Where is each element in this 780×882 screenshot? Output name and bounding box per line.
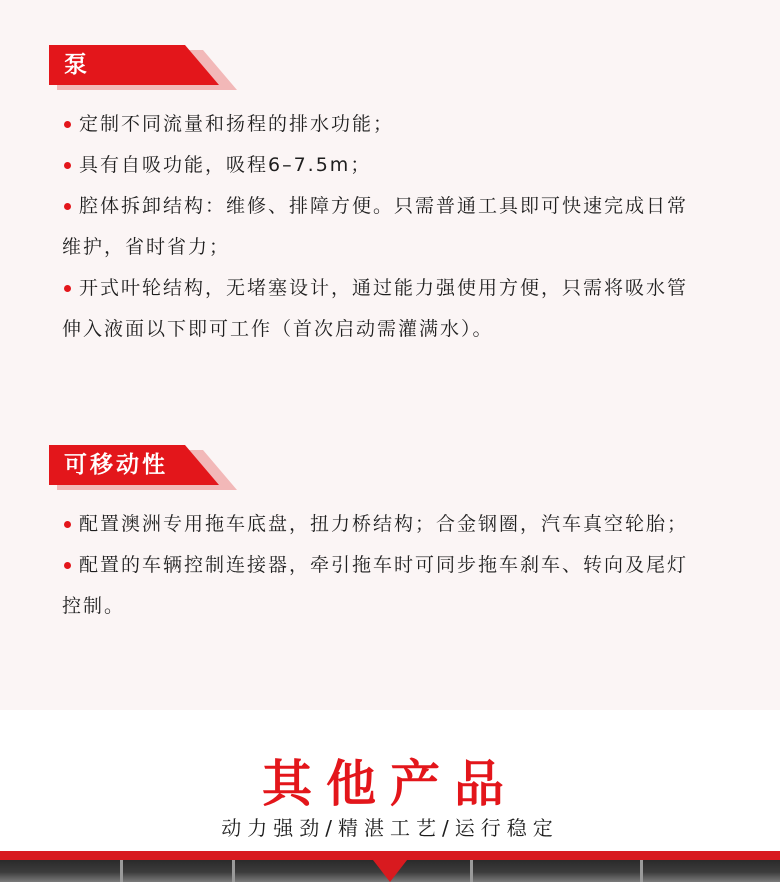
mobility-feature-list <box>62 504 722 627</box>
list-item-text: 配置澳洲专用拖车底盘，扭力桥结构；合金钢圈，汽车真空轮胎； <box>79 513 689 535</box>
list-item-text: 配置的车辆控制连接器，牵引拖车时可同步拖车刹车、转向及尾灯 <box>79 554 689 576</box>
bullet-dot-icon <box>64 562 71 569</box>
bullet-dot-icon <box>64 521 71 528</box>
mobility-section <box>0 440 780 710</box>
list-item <box>62 145 722 186</box>
photo-beam <box>232 860 235 882</box>
bullet-dot-icon <box>64 285 71 292</box>
bullet-dot-icon <box>64 162 71 169</box>
list-item-text: 具有自吸功能，吸程6–7.5m； <box>79 154 372 176</box>
list-item <box>62 504 722 545</box>
list-item-text: 开式叶轮结构，无堵塞设计，通过能力强使用方便，只需将吸水管 <box>79 277 689 299</box>
pump-section <box>0 0 780 440</box>
photo-beam <box>640 860 643 882</box>
list-item <box>62 186 722 268</box>
other-products-title: 其他产品 <box>262 755 518 813</box>
list-item <box>62 104 722 145</box>
other-products-banner <box>0 710 780 882</box>
pump-feature-list <box>62 104 722 350</box>
list-item-text-continued: 维护，省时省力； <box>62 236 231 258</box>
list-item-text-continued: 伸入液面以下即可工作（首次启动需灌满水）。 <box>62 318 494 340</box>
pump-heading: 泵 <box>64 52 90 78</box>
list-item-text: 腔体拆卸结构：维修、排障方便。只需普通工具即可快速完成日常 <box>79 195 689 217</box>
list-item-text: 定制不同流量和扬程的排水功能； <box>79 113 395 135</box>
bullet-dot-icon <box>64 121 71 128</box>
pump-heading-tag <box>49 45 229 85</box>
bullet-dot-icon <box>64 203 71 210</box>
photo-beam <box>470 860 473 882</box>
list-item-text-continued: 控制。 <box>62 595 126 617</box>
photo-beam <box>120 860 123 882</box>
mobility-heading-tag <box>49 445 229 485</box>
list-item <box>62 268 722 350</box>
list-item <box>62 545 722 627</box>
mobility-heading: 可移动性 <box>64 452 168 478</box>
other-products-subtitle: 动力强劲/精湛工艺/运行稳定 <box>221 816 559 840</box>
